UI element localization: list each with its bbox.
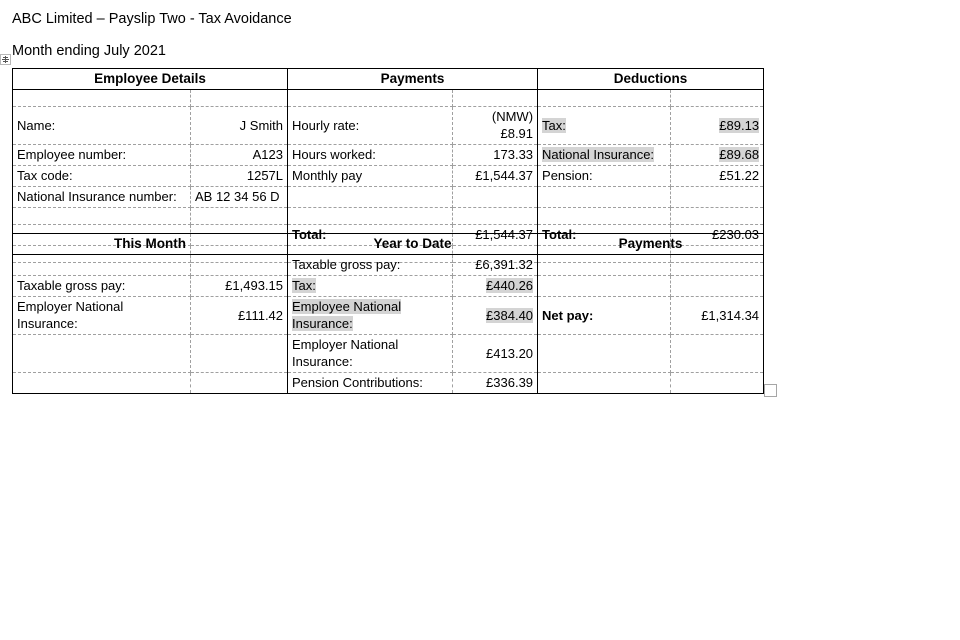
blank-cell <box>13 335 191 373</box>
deduction-tax-label <box>538 107 671 145</box>
page-subtitle: Month ending July 2021 <box>12 43 166 59</box>
blank-cell <box>288 90 453 107</box>
blank-cell <box>671 373 764 394</box>
section-header-payments-net: Payments <box>538 234 764 255</box>
blank-cell <box>453 208 538 225</box>
section-header-this-month: This Month <box>13 234 288 255</box>
deduction-tax-value-text: £89.13 <box>719 117 760 133</box>
ytd-pension-value: £336.39 <box>453 373 538 394</box>
blank-cell <box>453 90 538 107</box>
blank-cell <box>13 90 191 107</box>
employee-number-label: Employee number: <box>13 145 191 166</box>
employee-name-value: J Smith <box>191 107 288 145</box>
table-row <box>13 187 764 208</box>
blank-cell <box>13 373 191 394</box>
deduction-tax-value <box>671 107 764 145</box>
blank-cell <box>191 90 288 107</box>
deductions-total-label: Total: <box>538 225 671 246</box>
ytd-employee-ni-value <box>453 297 538 335</box>
section-header-deductions: Deductions <box>538 69 764 90</box>
blank-cell <box>191 208 288 225</box>
blank-cell <box>538 373 671 394</box>
table-row <box>13 335 764 373</box>
deduction-ni-value <box>671 145 764 166</box>
hours-worked-value: 173.33 <box>453 145 538 166</box>
ni-number-label: National Insurance number: <box>13 187 191 208</box>
blank-cell <box>671 276 764 297</box>
blank-cell <box>538 276 671 297</box>
table-row <box>13 145 764 166</box>
blank-cell <box>288 208 453 225</box>
table-row <box>13 208 764 225</box>
blank-cell <box>538 255 671 276</box>
table-row <box>13 276 764 297</box>
blank-cell <box>671 208 764 225</box>
blank-cell <box>191 255 288 276</box>
deduction-tax-label-text: Tax: <box>542 117 566 133</box>
blank-cell <box>191 373 288 394</box>
blank-cell <box>671 187 764 208</box>
blank-cell <box>671 90 764 107</box>
section-header-employee-details: Employee Details <box>13 69 288 90</box>
blank-cell <box>13 255 191 276</box>
month-taxable-gross-value: £1,493.15 <box>191 276 288 297</box>
monthly-pay-label: Monthly pay <box>288 166 453 187</box>
ytd-tax-label <box>288 276 453 297</box>
hourly-rate-label: Hourly rate: <box>288 107 453 145</box>
table-row <box>13 255 764 276</box>
table-row <box>13 107 764 145</box>
net-pay-value: £1,314.34 <box>671 297 764 335</box>
section-header-payments: Payments <box>288 69 538 90</box>
table-resize-handle[interactable] <box>764 384 777 397</box>
deduction-ni-value-text: £89.68 <box>719 147 760 162</box>
ytd-tax-value <box>453 276 538 297</box>
table-header-row <box>13 234 764 255</box>
ytd-employer-ni-value: £413.20 <box>453 335 538 373</box>
blank-cell <box>538 208 671 225</box>
blank-cell <box>538 335 671 373</box>
ytd-pension-label: Pension Contributions: <box>288 373 453 394</box>
deduction-pension-value: £51.22 <box>671 166 764 187</box>
hourly-rate-value: (NMW) £8.91 <box>453 107 538 145</box>
blank-cell <box>453 187 538 208</box>
ytd-taxable-gross-value: £6,391.32 <box>453 255 538 276</box>
blank-cell <box>538 187 671 208</box>
employee-name-label: Name: <box>13 107 191 145</box>
ni-number-value: AB 12 34 56 D <box>191 187 288 208</box>
table-row <box>13 166 764 187</box>
blank-cell <box>538 90 671 107</box>
table-row <box>13 90 764 107</box>
ytd-employer-ni-label: Employer National Insurance: <box>288 335 453 373</box>
deduction-pension-label: Pension: <box>538 166 671 187</box>
deduction-ni-label-text: National Insurance: <box>542 147 655 162</box>
blank-cell <box>13 208 191 225</box>
page-title: ABC Limited – Payslip Two - Tax Avoidance <box>12 11 292 27</box>
blank-cell <box>671 255 764 276</box>
tax-code-label: Tax code: <box>13 166 191 187</box>
table-move-handle[interactable] <box>0 54 11 65</box>
payments-total-label: Total: <box>288 225 453 246</box>
month-employer-ni-value: £111.42 <box>191 297 288 335</box>
month-employer-ni-label: Employer National Insurance: <box>13 297 191 335</box>
table-header-row <box>13 69 764 90</box>
payslip-ytd-table <box>12 233 764 394</box>
monthly-pay-value: £1,544.37 <box>453 166 538 187</box>
hours-worked-label: Hours worked: <box>288 145 453 166</box>
deductions-total-value: £230.03 <box>671 225 764 246</box>
ytd-taxable-gross-label: Taxable gross pay: <box>288 255 453 276</box>
month-taxable-gross-label: Taxable gross pay: <box>13 276 191 297</box>
deduction-ni-label <box>538 145 671 166</box>
blank-cell <box>288 187 453 208</box>
tax-code-value: 1257L <box>191 166 288 187</box>
payments-total-value: £1,544.37 <box>453 225 538 246</box>
blank-cell <box>191 335 288 373</box>
ytd-employee-ni-value-text: £384.40 <box>486 307 534 323</box>
ytd-employee-ni-label-text: Employee National Insurance: <box>292 299 402 331</box>
employee-number-value: A123 <box>191 145 288 166</box>
section-header-year-to-date: Year to Date <box>288 234 538 255</box>
table-row <box>13 373 764 394</box>
net-pay-label: Net pay: <box>538 297 671 335</box>
ytd-tax-value-text: £440.26 <box>486 278 534 293</box>
table-row <box>13 297 764 335</box>
ytd-tax-label-text: Tax: <box>292 278 316 293</box>
ytd-employee-ni-label <box>288 297 453 335</box>
blank-cell <box>671 335 764 373</box>
